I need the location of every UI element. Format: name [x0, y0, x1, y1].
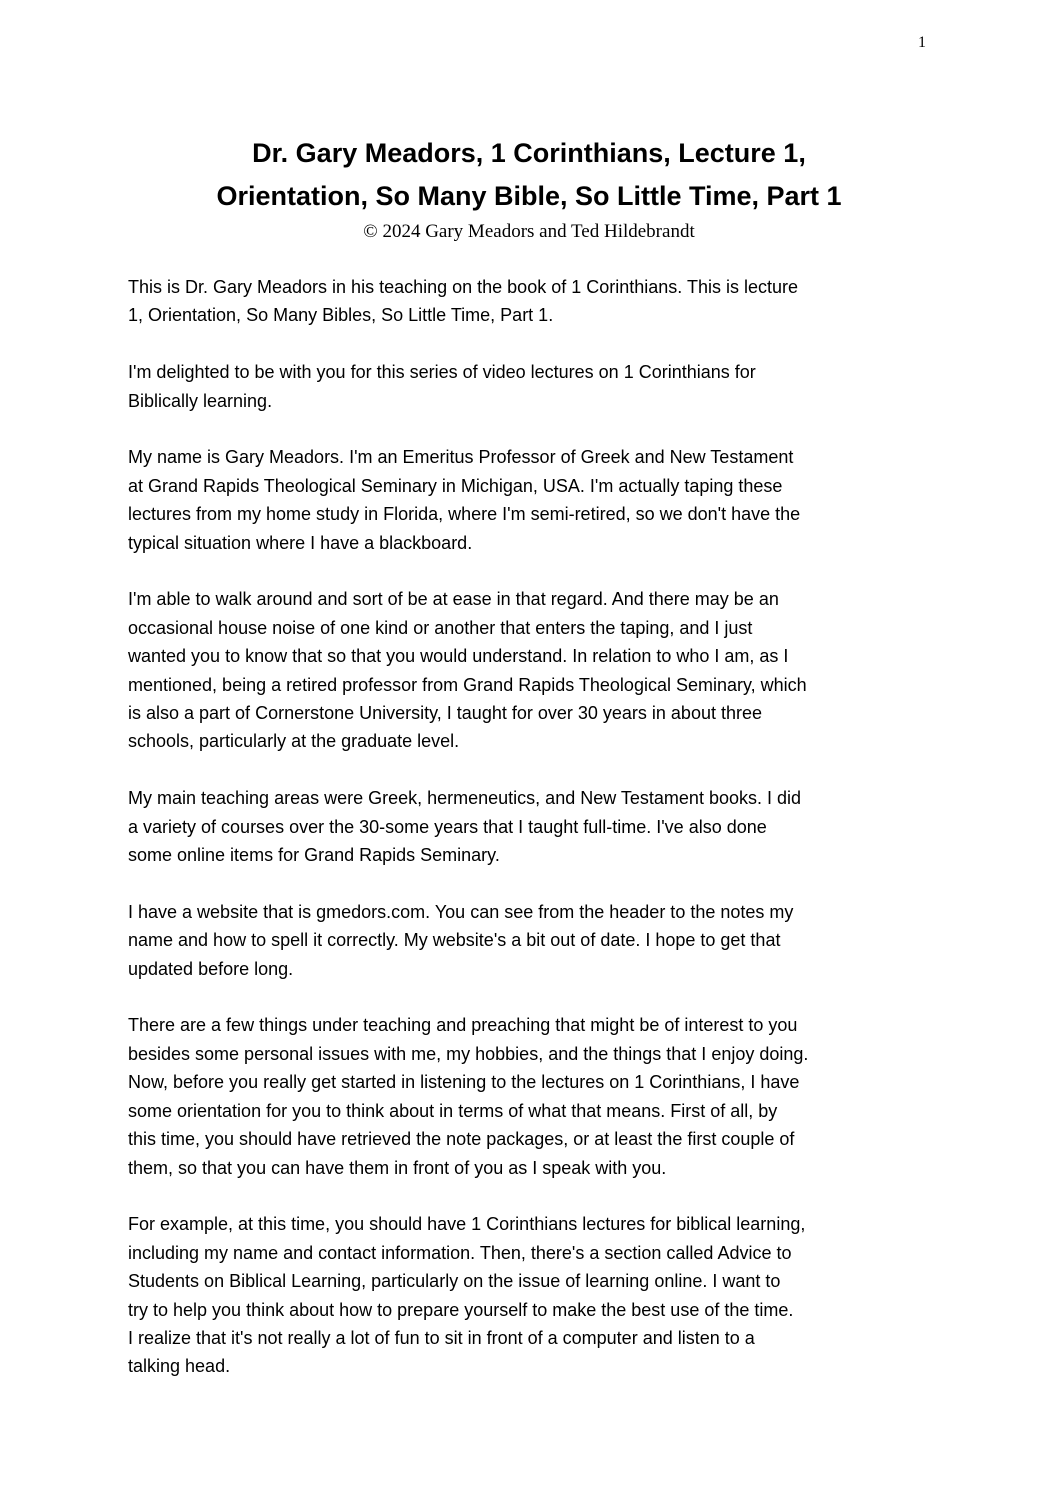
- copyright-line: © 2024 Gary Meadors and Ted Hildebrandt: [363, 221, 695, 242]
- paragraph-line: try to help you think about how to prepare yourself to make the best use of the time.: [128, 1299, 794, 1320]
- paragraph-line: I realize that it's not really a lot of fun to sit in front of a computer and listen to a: [128, 1327, 755, 1348]
- paragraph-line: is also a part of Cornerstone University, I taught for over 30 years in about three: [128, 703, 762, 724]
- paragraph-line: This is Dr. Gary Meadors in his teaching on the book of 1 Corinthians. This is lecture: [128, 277, 798, 297]
- paragraph-line: occasional house noise of one kind or another that enters the taping, and I just: [128, 617, 753, 638]
- paragraph: [128, 1011, 948, 1181]
- paragraph-line: Biblically learning.: [128, 390, 273, 411]
- paragraph: [128, 784, 948, 869]
- paragraph-line: this time, you should have retrieved the note packages, or at least the first couple of: [128, 1129, 795, 1150]
- paragraph-line: mentioned, being a retired professor from Grand Rapids Theological Seminary, which: [128, 674, 807, 695]
- paragraph: [128, 1210, 948, 1380]
- paragraph-line: schools, particularly at the graduate level.: [128, 731, 460, 752]
- paragraph-line: some online items for Grand Rapids Seminary.: [128, 845, 500, 866]
- paragraph-line: I'm able to walk around and sort of be at ease in that regard. And there may be an: [128, 589, 779, 610]
- paragraph-line: I have a website that is gmedors.com. You can see from the header to the notes my: [128, 901, 794, 922]
- paragraph-line: typical situation where I have a blackboard.: [128, 532, 473, 553]
- paragraph-line: Students on Biblical Learning, particularly on the issue of learning online. I want to: [128, 1271, 781, 1292]
- document-body: [128, 273, 948, 1409]
- paragraph-line: updated before long.: [128, 958, 294, 979]
- paragraph: [128, 898, 948, 983]
- page-number: 1: [918, 34, 926, 51]
- paragraph: [128, 358, 948, 415]
- paragraph: [128, 443, 948, 557]
- paragraph-line: besides some personal issues with me, my hobbies, and the things that I enjoy doing.: [128, 1043, 809, 1064]
- paragraph-line: My name is Gary Meadors. I'm an Emeritus Professor of Greek and New Testament: [128, 447, 794, 468]
- paragraph-line: at Grand Rapids Theological Seminary in Michigan, USA. I'm actually taping these: [128, 475, 783, 496]
- title-line: Dr. Gary Meadors, 1 Corinthians, Lecture 1,: [252, 138, 806, 168]
- paragraph-line: I'm delighted to be with you for this series of video lectures on 1 Corinthians for: [128, 362, 756, 383]
- paragraph-line: wanted you to know that so that you would understand. In relation to who I am, as I: [128, 646, 789, 667]
- paragraph-line: them, so that you can have them in front of you as I speak with you.: [128, 1157, 667, 1178]
- paragraph-line: My main teaching areas were Greek, hermeneutics, and New Testament books. I did: [128, 788, 801, 809]
- paragraph-line: including my name and contact information. Then, there's a section called Advice to: [128, 1242, 792, 1263]
- paragraph-line: a variety of courses over the 30-some years that I taught full-time. I've also done: [128, 816, 767, 837]
- paragraph-line: Now, before you really get started in listening to the lectures on 1 Corinthians, I have: [128, 1072, 800, 1093]
- paragraph-line: name and how to spell it correctly. My website's a bit out of date. I hope to get that: [128, 930, 781, 951]
- title-line: Orientation, So Many Bible, So Little Time, Part 1: [216, 181, 842, 211]
- paragraph-line: For example, at this time, you should have 1 Corinthians lectures for biblical learning,: [128, 1214, 806, 1235]
- paragraph-line: lectures from my home study in Florida, where I'm semi-retired, so we don't have the: [128, 504, 801, 525]
- paragraph-line: talking head.: [128, 1356, 231, 1377]
- paragraph: [128, 585, 948, 755]
- paragraph-line: 1, Orientation, So Many Bibles, So Little Time, Part 1.: [128, 305, 554, 326]
- paragraph: [128, 273, 948, 330]
- document-title: [0, 132, 1058, 218]
- paragraph-line: some orientation for you to think about in terms of what that means. First of all, by: [128, 1100, 778, 1121]
- paragraph-line: There are a few things under teaching and preaching that might be of interest to you: [128, 1015, 798, 1036]
